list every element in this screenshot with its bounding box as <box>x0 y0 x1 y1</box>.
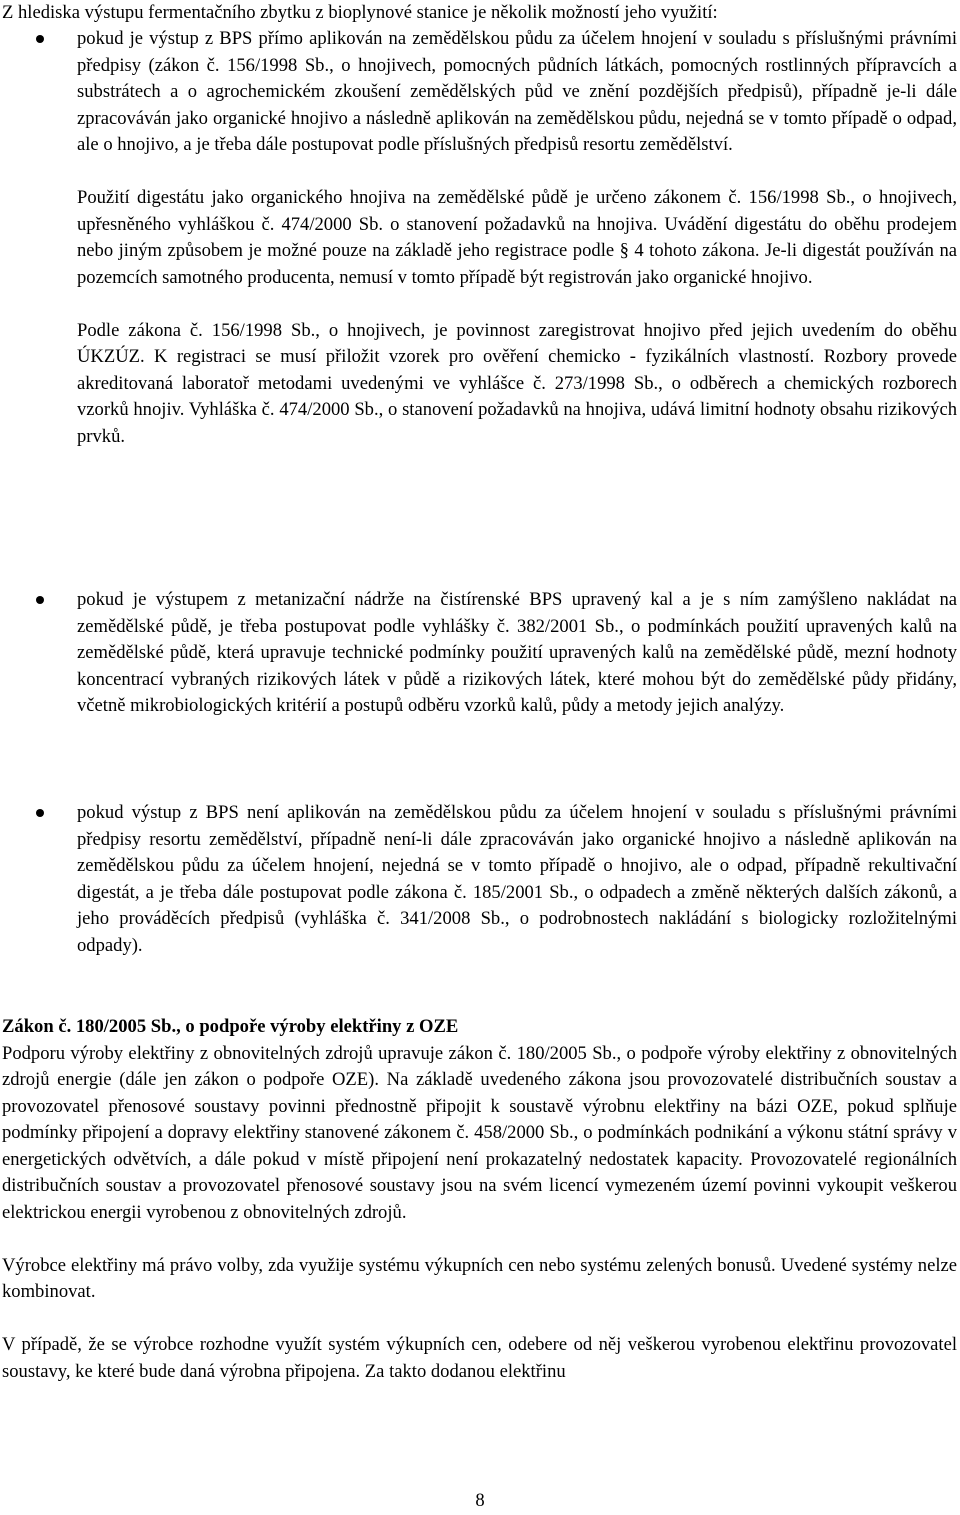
section-heading: Zákon č. 180/2005 Sb., o podpoře výroby elektřiny z OZE <box>2 1016 459 1037</box>
bullet-item-waste <box>0 800 957 1000</box>
bullet-paragraph: Podle zákona č. 156/1998 Sb., o hnojivech, je povinnost zaregistrovat hnojivo před jejich uvedením do oběhu ÚKZÚZ. K registraci se musí přiložit vzorek pro ověření chemicko - fyzikálních vlastností. Rozbory provede akreditovaná laboratoř metodami uvedenými ve vyhlášce č. 273/1998 Sb., o odběrech a chemických rozborech vzorků hnojiv. Vyhláška č. 474/2000 Sb., o stanovení požadavků na hnojiva, udává limitní hodnoty obsahu rizikových prvků. <box>77 319 957 447</box>
bullet-body <box>77 587 957 720</box>
section-paragraph: Výrobce elektřiny má právo volby, zda využije systému výkupních cen nebo systému zelených bonusů. Uvedené systémy nelze kombinovat. <box>2 1254 957 1302</box>
bullet-body <box>77 800 957 959</box>
bullet-icon <box>36 596 44 604</box>
bullet-body <box>77 26 957 450</box>
bullet-paragraph: pokud je výstup z BPS přímo aplikován na zemědělskou půdu za účelem hnojení v souladu s příslušnými právními předpisy (zákon č. 156/1998 Sb., o hnojivech, pomocných půdních látkách, pomocných rostlinných přípravcích a substrátech a o agrochemickém zkoušení zemědělských půd ve znění pozdějších předpisů), případně je-li dále zpracováván jako organické hnojivo a následně aplikován na zemědělskou půdu, nejedná se v tomto případě o odpad, ale o hnojivo, a je třeba dále postupovat podle příslušných předpisů resortu zemědělství. <box>77 28 957 155</box>
bullet-paragraph: Použití digestátu jako organického hnojiva na zemědělské půdě je určeno zákonem č. 156/1998 Sb., o hnojivech, upřesněného vyhláškou č. 474/2000 Sb. o stanovení požadavků na hnojiva. Uvádění digestátu do oběhu prodejem nebo jiným způsobem je možné pouze na základě jeho registrace podle § 4 tohoto zákona. Je-li digestát používán na pozemcích samotného producenta, nemusí v tomto případě být registrován jako organické hnojivo. <box>77 187 957 288</box>
section-paragraph: Podporu výroby elektřiny z obnovitelných zdrojů upravuje zákon č. 180/2005 Sb., o podpoře výroby elektřiny z obnovitelných zdrojů energie (dále jen zákon o podpoře OZE). Na základě uvedeného zákona jsou provozovatelé distribučních soustav a provozovatel přenosové soustavy povinni přednostně připojit k soustavě výrobnu elektřiny na bázi OZE, pokud splňuje podmínky připojení a dopravy elektřiny stanovené zákonem č. 458/2000 Sb., o podmínkách podnikání a výkonu státní správy v energetických odvětvích, a dále pokud v místě připojení není prokazatelný nedostatek kapacity. Provozovatelé regionálních distribučních soustav a provozovatel přenosové soustavy jsou na svém licencí vymezeném území povinni vykoupit veškerou elektrickou energii vyrobenou z obnovitelných zdrojů. <box>2 1042 957 1223</box>
bullet-icon <box>36 809 44 817</box>
bullet-item-sludge <box>0 587 957 777</box>
page-number: 8 <box>475 1490 485 1511</box>
intro-paragraph: Z hlediska výstupu fermentačního zbytku z bioplynové stanice je několik možností jeho využití: <box>2 2 718 23</box>
bullet-paragraph: pokud výstup z BPS není aplikován na zemědělskou půdu za účelem hnojení v souladu s příslušnými právními předpisy resortu zemědělství, případně není-li dále zpracováván jako organické hnojivo a následně aplikován na zemědělskou půdu za účelem hnojení, nejedná se v tomto případě o hnojivo, ale o odpad, případně rekultivační digestát, a je třeba dále postupovat podle zákona č. 185/2001 Sb., o odpadech a změně některých dalších zákonů, a jeho prováděcích předpisů (vyhláška č. 341/2008 Sb., o podrobnostech nakládání s biologicky rozložitelnými odpady). <box>77 802 957 956</box>
bullet-paragraph: pokud je výstupem z metanizační nádrže na čistírenské BPS upravený kal a je s ním zamýšleno nakládat na zemědělské půdě, je třeba postupovat podle vyhlášky č. 382/2001 Sb., o podmínkách použití upravených kalů na zemědělské půdě, která upravuje technické podmínky použití upravených kalů na zemědělské půdě, mezní hodnoty koncentrací vybraných rizikových látek v půdě a rizikových látek, které mohou být do zemědělské půdy přidány, včetně mikrobiologických kritérií a postupů odběru vzorků kalů, půdy a metody jejich analýzy. <box>77 589 957 716</box>
section-paragraph: V případě, že se výrobce rozhodne využít systém výkupních cen, odebere od něj veškerou vyrobenou elektřinu provozovatel soustavy, ke které bude daná výrobna připojena. Za takto dodanou elektřinu <box>2 1334 957 1382</box>
oze-law-section <box>2 1014 957 1385</box>
bullet-icon <box>36 35 44 43</box>
